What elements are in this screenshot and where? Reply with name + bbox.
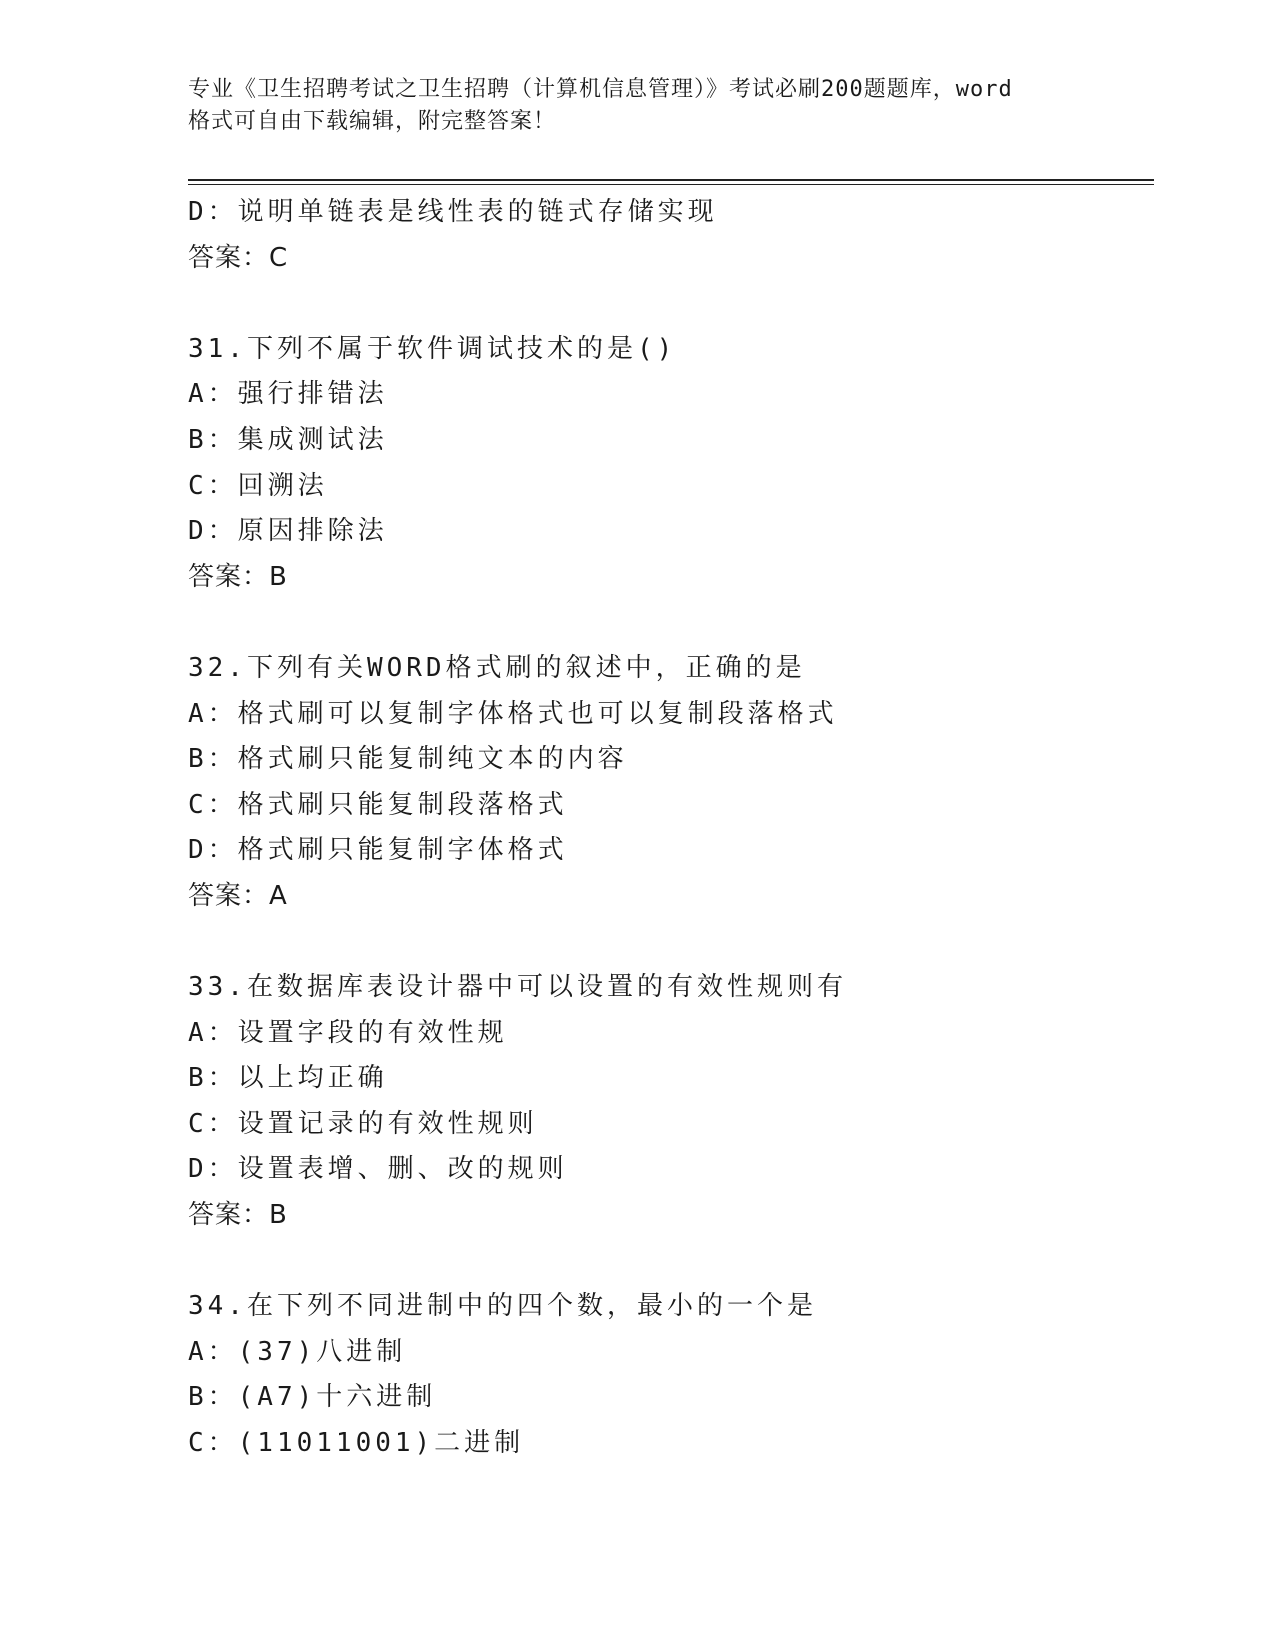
question-31-text: 31.下列不属于软件调试技术的是() [188,333,677,364]
question-32-option-c: C：格式刷只能复制段落格式 [188,789,568,820]
question-32-option-d: D：格式刷只能复制字体格式 [188,835,568,866]
question-31-option-b: B：集成测试法 [188,424,388,455]
question-33-text: 33.在数据库表设计器中可以设置的有效性规则有 [188,972,847,1003]
question-31-option-d: D：原因排除法 [188,516,388,547]
header-divider [188,179,1154,185]
question-34-option-a: A：(37)八进制 [188,1336,407,1367]
question-33-option-c: C：设置记录的有效性规则 [188,1108,538,1139]
question-list [188,190,1148,1467]
question-34-text: 34.在下列不同进制中的四个数，最小的一个是 [188,1291,817,1322]
spacer [188,281,1148,327]
question-31-answer: 答案：B [188,561,288,592]
question-31-option-c: C：回溯法 [188,470,328,501]
question-32-text: 32.下列有关WORD格式刷的叙述中，正确的是 [188,652,806,683]
question-32-answer: 答案：A [188,880,288,911]
question-34-option-b: B：(A7)十六进制 [188,1382,437,1413]
spacer [188,920,1148,966]
question-33-option-a: A：设置字段的有效性规 [188,1017,508,1048]
document-header [188,74,1088,138]
question-32-option-a: A：格式刷可以复制字体格式也可以复制段落格式 [188,698,838,729]
question-33-option-d: D：设置表增、删、改的规则 [188,1154,568,1185]
header-line-1: 专业《卫生招聘考试之卫生招聘（计算机信息管理）》考试必刷200题题库，word [188,77,1013,102]
question-31-option-a: A：强行排错法 [188,379,388,410]
spacer [188,600,1148,646]
question-34-option-c: C：(11011001)二进制 [188,1428,525,1459]
header-line-2: 格式可自由下载编辑，附完整答案！ [188,109,557,134]
question-33-answer: 答案：B [188,1200,288,1231]
prev-answer: 答案：C [188,242,289,273]
question-32-option-b: B：格式刷只能复制纯文本的内容 [188,744,628,775]
spacer [188,1239,1148,1285]
question-33-option-b: B：以上均正确 [188,1063,388,1094]
prev-option-d: D：说明单链表是线性表的链式存储实现 [188,197,718,227]
